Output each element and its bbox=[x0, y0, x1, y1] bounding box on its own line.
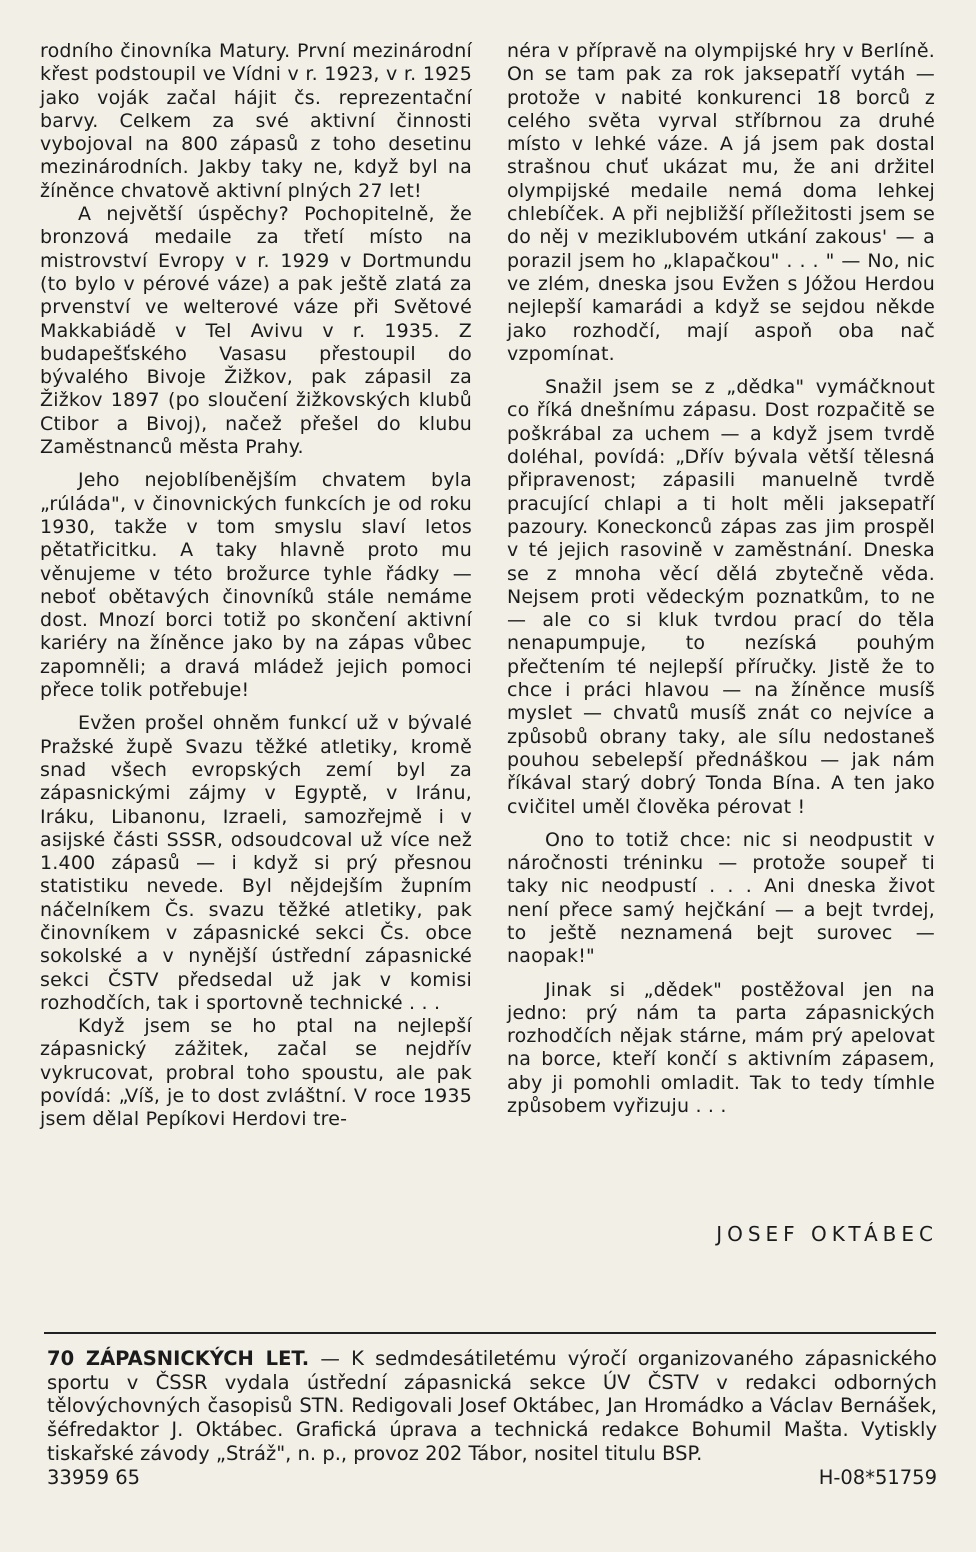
left-column bbox=[40, 40, 472, 1132]
right-column bbox=[507, 40, 935, 1118]
left-paragraph-3: Jeho nejoblíbenějším chvatem byla „rúláda", v činovnických funkcích je od roku 1930, takže v tom smyslu slaví letos pětatřicitku. A taky hlavně proto mu věnujeme v této brožurce tyhle řádky — neboť obětavých činovníků stále nemáme dost. Mnozí borci totiž po skončení aktivní kariéry na žíněnce jako by na zápas vůbec zapomněli; a dravá mládež jejich pomoci přece tolik potřebuje! bbox=[40, 469, 472, 702]
right-paragraph-3: Ono to totiž chce: nic si neodpustit v náročnosti tréninku — protože soupeř ti taky nic neodpustí . . . Ani dneska život není přece samý hejčkání — a bejt tvrdej, to ještě neznamená bejt surovec — naopak!" bbox=[507, 828, 935, 968]
right-paragraph-1: néra v přípravě na olympijské hry v Berlíně. On se tam pak za rok jaksepatří vytáh — protože v nabité konkurenci 18 borců z celého světa vyrval stříbrnou za druhé místo v lehké váze. A já jsem pak dostal strašnou chuť ukázat mu, že ani držitel olympijské medaile nemá doma lehkej chlebíček. A při nejbližší příležitosti jsem se do něj v meziklubovém utkání zakous' — a porazil jsem ho „klapačkou" . . . " — No, nic ve zlém, dneska jsou Evžen s Jóžou Herdou nejlepší kamarádi a když se sejdou někde jako rozhodčí, mají aspoň oba nač vzpomínat. bbox=[507, 40, 935, 365]
divider-rule bbox=[44, 1332, 936, 1334]
left-paragraph-4: Evžen prošel ohněm funkcí už v bývalé Pražské župě Svazu těžké atletiky, kromě snad všech evropských zemí byl za zápasnickými zájmy v Egyptě, v Iránu, Iráku, Libanonu, Izraeli, samozřejmě i v asijské části SSSR, odsoudcoval už více než 1.400 zápasů — i když si prý přesnou statistiku nevede. Byl nějdejším župním náčelníkem Čs. svazu těžké atletiky, pak činovníkem v zápasnické sekci Čs. obce sokolské a v nynější ústřední zápasnické sekci ČSTV předsedal už jak v komisi rozhodčích, tak i sportovně technické . . . bbox=[40, 712, 472, 1014]
print-code-right: H-08*51759 bbox=[818, 1466, 937, 1489]
left-paragraph-1: rodního činovníka Matury. První mezinárodní křest podstoupil ve Vídni v r. 1923, v r. 1925 jako voják začal hájit čs. reprezentační barvy. Celkem za své aktivní činnosti vybojoval na 800 zápasů z toho desetinu mezinárodních. Jakby taky ne, když byl na žíněnce chvatově aktivní plných 27 let! bbox=[40, 40, 472, 202]
left-paragraph-2: A největší úspěchy? Pochopitelně, že bronzová medaile za třetí místo na mistrovství Evropy v r. 1929 v Dortmundu (to bylo v pérové váze) a pak ještě zlatá za prvenství ve welterové váze při Světové Makkabiádě v Tel Avivu v r. 1935. Z budapešťského Vasasu přestoupil do bývalého Bivoje Žižkov, pak zápasil za Žižkov 1897 (po sloučení žižkovských klubů Ctibor a Bivoj), načež přešel do klubu Zaměstnanců města Prahy. bbox=[40, 203, 472, 459]
print-code-left: 33959 65 bbox=[47, 1466, 141, 1489]
footer-codes bbox=[47, 1466, 937, 1489]
colophon-title: 70 ZÁPASNICKÝCH LET. bbox=[47, 1347, 310, 1370]
right-paragraph-4: Jinak si „dědek" postěžoval jen na jedno: prý nám ta parta zápasnických rozhodčích nějak stárne, mám prý apelovat na borce, kteří končí s aktivním zápasem, aby ji pomohli omladit. Tak to tedy tímhle způsobem vyřizuju . . . bbox=[507, 978, 935, 1118]
colophon bbox=[47, 1347, 937, 1466]
author-signature: JOSEF OKTÁBEC bbox=[716, 1222, 938, 1246]
right-paragraph-2: Snažil jsem se z „dědka" vymáčknout co říká dnešnímu zápasu. Dost rozpačitě se poškrábal za uchem — a když jsem tvrdě doléhal, povídá: „Dřív bývala větší tělesná připravenost; zápasili manuelně tvrdě pracující chlapi a ti holt měli jaksepatří pazoury. Koneckonců zápas zas jim prospěl v té jejich rasovině v zaměstnání. Dneska se z mnoha věcí dělá zbytečně věda. Nejsem proti vědeckým poznatkům, to ne — ale co si kluk tvrdou prací do těla nenapumpuje, to nezíská pouhým přečtením té nejlepší příručky. Jistě že to chce i práci hlavou — na žíněnce musíš myslet — chvatů musíš znát co nejvíce a způsobů obrany taky, ale sílu nedostaneš pouhou sebelepší přednáškou — jak nám říkával starý dobrý Tonda Bína. A ten jako cvičitel uměl člověka pérovat ! bbox=[507, 376, 935, 818]
colophon-text: — K sedmdesátiletému výročí organizovaného zápasnického sportu v ČSSR vydala ústřední zápasnická sekce ÚV ČSTV v redakci odborných tělovýchovných časopisů STN. Redigovali Josef Oktábec, Jan Hromádko a Václav Bernášek, šéfredaktor J. Oktábec. Grafická úprava a technická redakce Bohumil Mašta. Vytiskly tiskařské závody „Stráž", n. p., provoz 202 Tábor, nositel titulu BSP. bbox=[47, 1347, 937, 1465]
left-paragraph-5: Když jsem se ho ptal na nejlepší zápasnický zážitek, začal se nejdřív vykrucovat, probral toho spoustu, ale pak povídá: „Víš, je to dost zvláštní. V roce 1935 jsem dělal Pepíkovi Herdovi tre- bbox=[40, 1015, 472, 1131]
